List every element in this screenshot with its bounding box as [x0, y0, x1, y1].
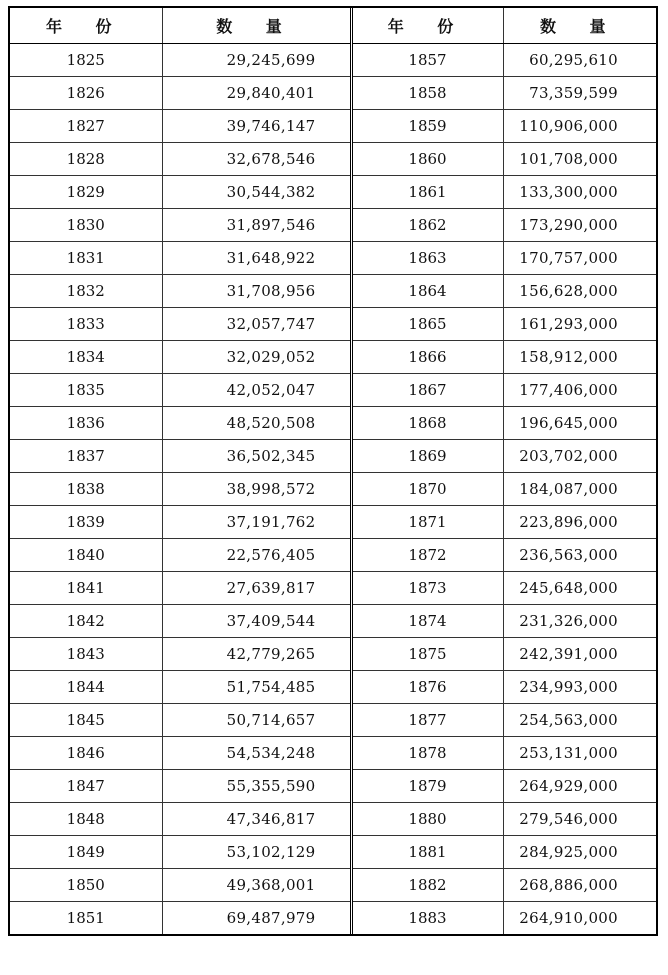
quantity-cell-left: 32,678,546	[162, 142, 351, 175]
year-cell-left: 1837	[10, 439, 162, 472]
year-cell-right: 1861	[351, 175, 503, 208]
year-cell-right: 1872	[351, 538, 503, 571]
quantity-cell-right: 173,290,000	[503, 208, 656, 241]
table-row	[10, 175, 656, 208]
year-cell-right: 1859	[351, 109, 503, 142]
year-cell-left: 1838	[10, 472, 162, 505]
year-cell-left: 1851	[10, 901, 162, 934]
table-row	[10, 439, 656, 472]
quantity-cell-left: 55,355,590	[162, 769, 351, 802]
quantity-cell-right: 245,648,000	[503, 571, 656, 604]
quantity-cell-right: 264,910,000	[503, 901, 656, 934]
year-cell-right: 1881	[351, 835, 503, 868]
quantity-cell-right: 161,293,000	[503, 307, 656, 340]
quantity-cell-right: 60,295,610	[503, 43, 656, 76]
quantity-cell-left: 22,576,405	[162, 538, 351, 571]
year-cell-right: 1857	[351, 43, 503, 76]
quantity-cell-right: 101,708,000	[503, 142, 656, 175]
year-cell-left: 1836	[10, 406, 162, 439]
year-cell-left: 1827	[10, 109, 162, 142]
year-cell-left: 1841	[10, 571, 162, 604]
quantity-cell-right: 73,359,599	[503, 76, 656, 109]
year-cell-left: 1825	[10, 43, 162, 76]
year-cell-right: 1882	[351, 868, 503, 901]
table-row	[10, 835, 656, 868]
quantity-cell-left: 37,409,544	[162, 604, 351, 637]
quantity-cell-left: 32,057,747	[162, 307, 351, 340]
year-cell-left: 1849	[10, 835, 162, 868]
header-year-left: 年 份	[10, 8, 162, 43]
quantity-cell-right: 279,546,000	[503, 802, 656, 835]
year-cell-left: 1848	[10, 802, 162, 835]
table-body	[10, 43, 656, 934]
quantity-cell-left: 31,897,546	[162, 208, 351, 241]
quantity-cell-right: 234,993,000	[503, 670, 656, 703]
table-row	[10, 736, 656, 769]
year-cell-right: 1875	[351, 637, 503, 670]
quantity-cell-right: 231,326,000	[503, 604, 656, 637]
table-row	[10, 208, 656, 241]
year-cell-left: 1834	[10, 340, 162, 373]
year-cell-right: 1870	[351, 472, 503, 505]
year-cell-right: 1876	[351, 670, 503, 703]
table-row	[10, 604, 656, 637]
quantity-cell-left: 32,029,052	[162, 340, 351, 373]
quantity-cell-left: 42,779,265	[162, 637, 351, 670]
year-cell-right: 1877	[351, 703, 503, 736]
year-cell-right: 1862	[351, 208, 503, 241]
data-table-frame	[8, 6, 658, 936]
quantity-cell-left: 29,245,699	[162, 43, 351, 76]
table-row	[10, 76, 656, 109]
year-cell-left: 1842	[10, 604, 162, 637]
table-row	[10, 43, 656, 76]
quantity-cell-left: 47,346,817	[162, 802, 351, 835]
table-row	[10, 340, 656, 373]
quantity-cell-right: 110,906,000	[503, 109, 656, 142]
table-header	[10, 8, 656, 43]
table-row	[10, 373, 656, 406]
year-cell-right: 1878	[351, 736, 503, 769]
quantity-cell-left: 27,639,817	[162, 571, 351, 604]
year-cell-left: 1830	[10, 208, 162, 241]
quantity-cell-left: 50,714,657	[162, 703, 351, 736]
table-row	[10, 538, 656, 571]
header-year-right: 年 份	[351, 8, 503, 43]
year-cell-right: 1880	[351, 802, 503, 835]
quantity-cell-right: 158,912,000	[503, 340, 656, 373]
quantity-cell-right: 242,391,000	[503, 637, 656, 670]
year-quantity-table	[10, 8, 656, 934]
year-cell-right: 1866	[351, 340, 503, 373]
year-cell-right: 1874	[351, 604, 503, 637]
quantity-cell-left: 39,746,147	[162, 109, 351, 142]
table-row	[10, 571, 656, 604]
year-cell-left: 1835	[10, 373, 162, 406]
quantity-cell-left: 31,708,956	[162, 274, 351, 307]
year-cell-left: 1850	[10, 868, 162, 901]
quantity-cell-right: 284,925,000	[503, 835, 656, 868]
quantity-cell-right: 170,757,000	[503, 241, 656, 274]
quantity-cell-left: 29,840,401	[162, 76, 351, 109]
year-cell-right: 1865	[351, 307, 503, 340]
table-row	[10, 868, 656, 901]
table-row	[10, 109, 656, 142]
year-cell-right: 1864	[351, 274, 503, 307]
year-cell-right: 1868	[351, 406, 503, 439]
quantity-cell-left: 54,534,248	[162, 736, 351, 769]
quantity-cell-left: 30,544,382	[162, 175, 351, 208]
quantity-cell-right: 264,929,000	[503, 769, 656, 802]
year-cell-right: 1867	[351, 373, 503, 406]
year-cell-left: 1828	[10, 142, 162, 175]
year-cell-left: 1840	[10, 538, 162, 571]
year-cell-left: 1826	[10, 76, 162, 109]
year-cell-left: 1845	[10, 703, 162, 736]
quantity-cell-left: 38,998,572	[162, 472, 351, 505]
year-cell-left: 1833	[10, 307, 162, 340]
year-cell-left: 1843	[10, 637, 162, 670]
quantity-cell-left: 49,368,001	[162, 868, 351, 901]
table-row	[10, 637, 656, 670]
year-cell-left: 1839	[10, 505, 162, 538]
quantity-cell-left: 53,102,129	[162, 835, 351, 868]
header-row	[10, 8, 656, 43]
quantity-cell-right: 254,563,000	[503, 703, 656, 736]
year-cell-right: 1873	[351, 571, 503, 604]
quantity-cell-right: 196,645,000	[503, 406, 656, 439]
quantity-cell-right: 177,406,000	[503, 373, 656, 406]
year-cell-left: 1847	[10, 769, 162, 802]
quantity-cell-right: 203,702,000	[503, 439, 656, 472]
quantity-cell-right: 236,563,000	[503, 538, 656, 571]
year-cell-left: 1846	[10, 736, 162, 769]
quantity-cell-right: 268,886,000	[503, 868, 656, 901]
quantity-cell-left: 37,191,762	[162, 505, 351, 538]
table-row	[10, 307, 656, 340]
year-cell-right: 1869	[351, 439, 503, 472]
header-quantity-left: 数 量	[162, 8, 351, 43]
year-cell-right: 1879	[351, 769, 503, 802]
quantity-cell-right: 133,300,000	[503, 175, 656, 208]
year-cell-left: 1831	[10, 241, 162, 274]
table-row	[10, 274, 656, 307]
quantity-cell-left: 42,052,047	[162, 373, 351, 406]
table-row	[10, 901, 656, 934]
table-row	[10, 505, 656, 538]
quantity-cell-left: 69,487,979	[162, 901, 351, 934]
year-cell-right: 1883	[351, 901, 503, 934]
quantity-cell-left: 48,520,508	[162, 406, 351, 439]
table-row	[10, 802, 656, 835]
year-cell-left: 1844	[10, 670, 162, 703]
table-row	[10, 406, 656, 439]
quantity-cell-left: 51,754,485	[162, 670, 351, 703]
year-cell-right: 1858	[351, 76, 503, 109]
quantity-cell-right: 156,628,000	[503, 274, 656, 307]
quantity-cell-left: 36,502,345	[162, 439, 351, 472]
table-row	[10, 703, 656, 736]
year-cell-right: 1871	[351, 505, 503, 538]
table-row	[10, 142, 656, 175]
quantity-cell-right: 223,896,000	[503, 505, 656, 538]
year-cell-left: 1832	[10, 274, 162, 307]
quantity-cell-left: 31,648,922	[162, 241, 351, 274]
year-cell-right: 1863	[351, 241, 503, 274]
year-cell-right: 1860	[351, 142, 503, 175]
quantity-cell-right: 184,087,000	[503, 472, 656, 505]
year-cell-left: 1829	[10, 175, 162, 208]
header-quantity-right: 数 量	[503, 8, 656, 43]
table-row	[10, 769, 656, 802]
table-row	[10, 670, 656, 703]
table-row	[10, 472, 656, 505]
quantity-cell-right: 253,131,000	[503, 736, 656, 769]
table-row	[10, 241, 656, 274]
